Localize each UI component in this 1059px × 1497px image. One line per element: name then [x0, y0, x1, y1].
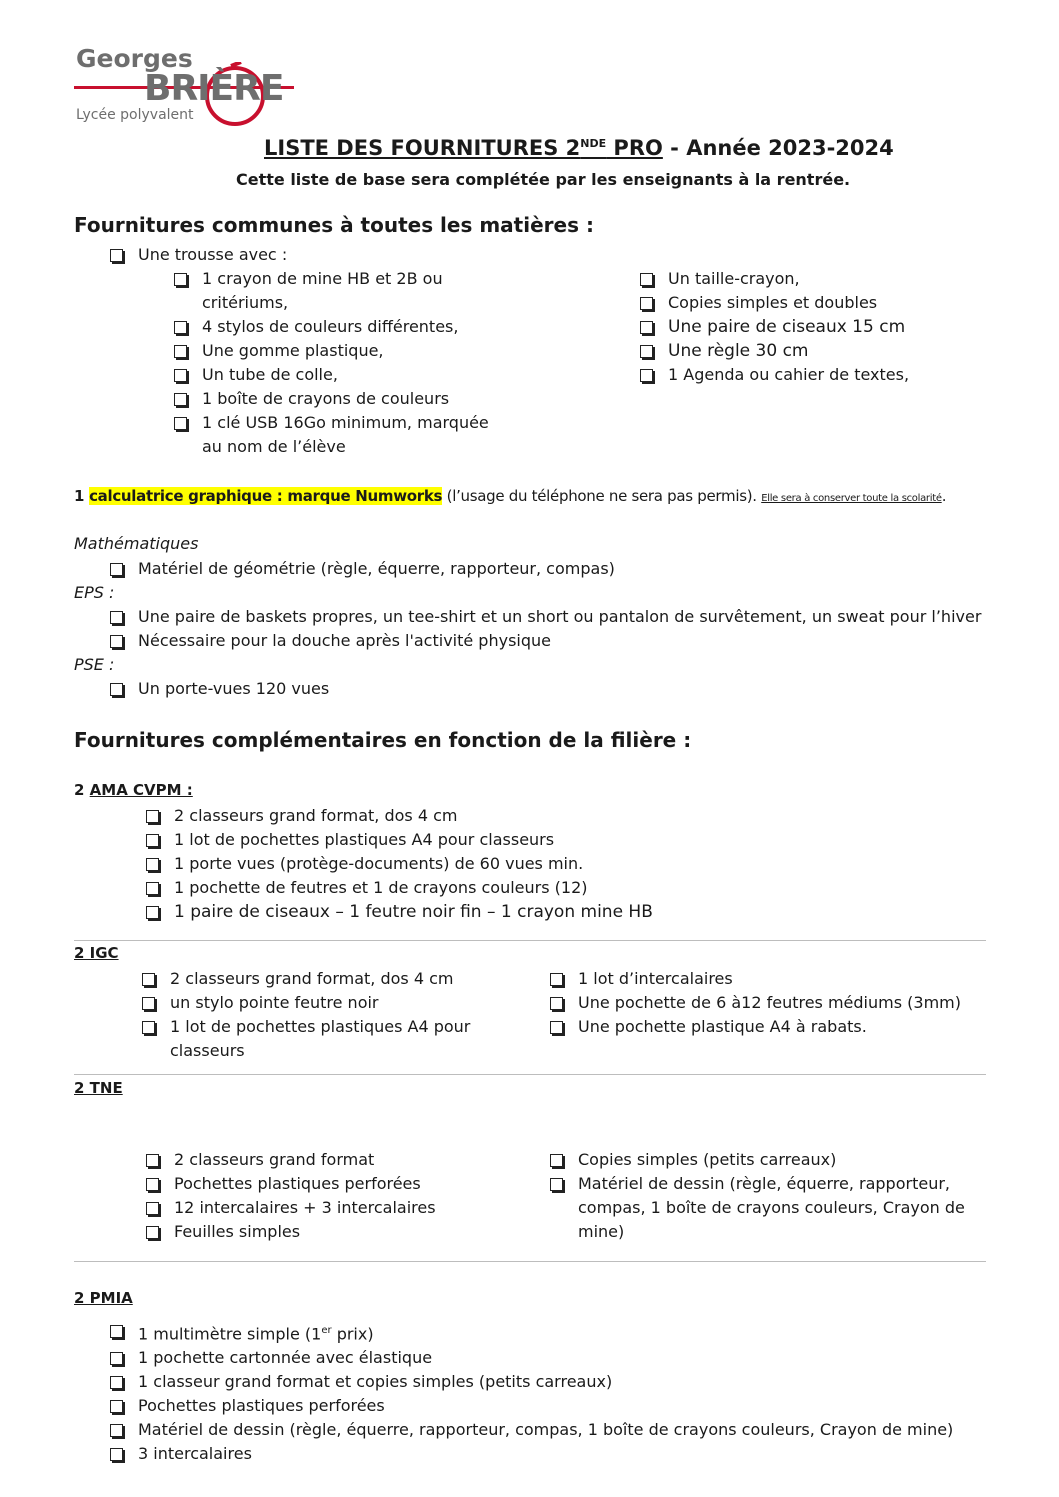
tne-right-list	[550, 1148, 980, 1244]
list-item: Une règle 30 cm	[640, 339, 970, 363]
list-item: 1 pochette cartonnée avec élastique	[110, 1346, 953, 1370]
checkbox-icon	[640, 321, 653, 334]
section-ama-cvpm: 2 AMA CVPM :	[74, 781, 193, 799]
list-item: 1 lot d’intercalaires	[550, 967, 980, 991]
checkbox-icon	[146, 834, 159, 847]
checkbox-icon	[146, 1178, 159, 1191]
checkbox-icon	[110, 249, 123, 262]
list-item: 1 clé USB 16Go minimum, marquée au nom de l’élève	[174, 411, 524, 459]
list-item: 12 intercalaires + 3 intercalaires	[146, 1196, 526, 1220]
divider	[74, 940, 986, 941]
list-item: Matériel de dessin (règle, équerre, rapporteur, compas, 1 boîte de crayons couleurs, Crayon de mine)	[110, 1418, 953, 1442]
school-logo	[74, 44, 314, 134]
checkbox-icon	[174, 393, 187, 406]
checkbox-icon	[110, 611, 123, 624]
list-item: Une pochette plastique A4 à rabats.	[550, 1015, 980, 1039]
list-item: Un porte-vues 120 vues	[110, 677, 329, 701]
pse-heading: PSE :	[74, 655, 115, 674]
checkbox-icon	[146, 1154, 159, 1167]
tne-left-list	[146, 1148, 526, 1244]
ama-list	[146, 804, 653, 924]
checkbox-icon	[110, 1448, 123, 1461]
checkbox-icon	[640, 369, 653, 382]
list-item: Pochettes plastiques perforées	[110, 1394, 953, 1418]
list-item: 2 classeurs grand format, dos 4 cm	[146, 804, 653, 828]
checkbox-icon	[110, 1424, 123, 1437]
list-item: Matériel de géométrie (règle, équerre, rapporteur, compas)	[110, 557, 615, 581]
checkbox-icon	[146, 810, 159, 823]
list-item: 1 Agenda ou cahier de textes,	[640, 363, 970, 387]
checkbox-icon	[110, 1376, 123, 1389]
list-item: 2 classeurs grand format, dos 4 cm	[142, 967, 522, 991]
checkbox-icon	[142, 973, 155, 986]
list-item: 1 boîte de crayons de couleurs	[174, 387, 524, 411]
common-heading: Fournitures communes à toutes les matières :	[74, 213, 594, 237]
checkbox-icon	[550, 973, 563, 986]
checkbox-icon	[146, 882, 159, 895]
list-item: un stylo pointe feutre noir	[142, 991, 522, 1015]
igc-right-list	[550, 967, 980, 1039]
checkbox-icon	[174, 369, 187, 382]
checkbox-icon	[110, 1400, 123, 1413]
logo-line1: Georges	[76, 44, 193, 73]
divider	[74, 1074, 986, 1075]
checkbox-icon	[174, 321, 187, 334]
checkbox-icon	[550, 1154, 563, 1167]
common-left-list	[174, 267, 524, 459]
checkbox-icon	[550, 1021, 563, 1034]
checkbox-icon	[110, 683, 123, 696]
list-item: Un taille-crayon,	[640, 267, 970, 291]
checkbox-icon	[146, 1202, 159, 1215]
calculator-line: 1 calculatrice graphique : marque Numworks (l’usage du téléphone ne sera pas permis). Elle sera à conserver toute la scolarité.	[74, 487, 947, 505]
checkbox-icon	[146, 858, 159, 871]
section-tne: 2 TNE	[74, 1079, 123, 1097]
eps-heading: EPS :	[74, 583, 115, 602]
checkbox-icon	[146, 1226, 159, 1239]
list-item: Une paire de ciseaux 15 cm	[640, 315, 970, 339]
list-item: 1 porte vues (protège-documents) de 60 vues min.	[146, 852, 653, 876]
list-item: Une gomme plastique,	[174, 339, 524, 363]
logo-line3: Lycée polyvalent	[76, 107, 194, 123]
list-item: 3 intercalaires	[110, 1442, 953, 1466]
list-item: 4 stylos de couleurs différentes,	[174, 315, 524, 339]
igc-left-list	[142, 967, 522, 1063]
pmia-list	[110, 1319, 953, 1466]
calculator-highlight: calculatrice graphique : marque Numworks	[89, 487, 443, 505]
list-item: Matériel de dessin (règle, équerre, rapporteur, compas, 1 boîte de crayons couleurs, Crayon de mine)	[550, 1172, 980, 1244]
list-item-trousse: Une trousse avec :	[110, 243, 287, 267]
list-item: Feuilles simples	[146, 1220, 526, 1244]
list-item: 2 classeurs grand format	[146, 1148, 526, 1172]
checkbox-icon	[110, 635, 123, 648]
logo-line2: BRIÈRE	[144, 68, 284, 109]
checkbox-icon	[174, 417, 187, 430]
list-item: 1 paire de ciseaux – 1 feutre noir fin – 1 crayon mine HB	[146, 900, 653, 924]
checkbox-icon	[640, 345, 653, 358]
list-item: Copies simples (petits carreaux)	[550, 1148, 980, 1172]
checkbox-icon	[142, 997, 155, 1010]
section-pmia: 2 PMIA	[74, 1289, 133, 1307]
checkbox-icon	[110, 1352, 123, 1365]
checkbox-icon	[110, 563, 123, 576]
maths-heading: Mathématiques	[74, 534, 199, 553]
list-item: Une paire de baskets propres, un tee-shirt et un short ou pantalon de survêtement, un sweat pour l’hiver	[110, 605, 981, 629]
checkbox-icon	[174, 273, 187, 286]
checkbox-icon	[550, 997, 563, 1010]
checkbox-icon	[550, 1178, 563, 1191]
checkbox-icon	[640, 297, 653, 310]
page-title: LISTE DES FOURNITURES 2NDE PRO - Année 2023-2024	[264, 136, 894, 160]
common-right-list	[640, 267, 970, 387]
checkbox-icon	[110, 1325, 123, 1338]
checkbox-icon	[142, 1021, 155, 1034]
list-item: Copies simples et doubles	[640, 291, 970, 315]
list-item: Un tube de colle,	[174, 363, 524, 387]
page-subtitle: Cette liste de base sera complétée par les enseignants à la rentrée.	[236, 170, 851, 189]
checkbox-icon	[640, 273, 653, 286]
list-item: 1 pochette de feutres et 1 de crayons couleurs (12)	[146, 876, 653, 900]
list-item: Pochettes plastiques perforées	[146, 1172, 526, 1196]
list-item: Une pochette de 6 à12 feutres médiums (3mm)	[550, 991, 980, 1015]
list-item: Nécessaire pour la douche après l'activité physique	[110, 629, 551, 653]
list-item: 1 crayon de mine HB et 2B ou critériums,	[174, 267, 524, 315]
list-item: 1 classeur grand format et copies simples (petits carreaux)	[110, 1370, 953, 1394]
list-item: 1 lot de pochettes plastiques A4 pour classeurs	[146, 828, 653, 852]
divider	[74, 1261, 986, 1262]
list-item: 1 lot de pochettes plastiques A4 pour classeurs	[142, 1015, 522, 1063]
list-item: 1 multimètre simple (1er prix)	[110, 1319, 953, 1346]
calculator-note: Elle sera à conserver toute la scolarité	[761, 493, 942, 504]
checkbox-icon	[174, 345, 187, 358]
section-igc: 2 IGC	[74, 944, 119, 962]
checkbox-icon	[146, 906, 159, 919]
complementary-heading: Fournitures complémentaires en fonction de la filière :	[74, 728, 692, 752]
